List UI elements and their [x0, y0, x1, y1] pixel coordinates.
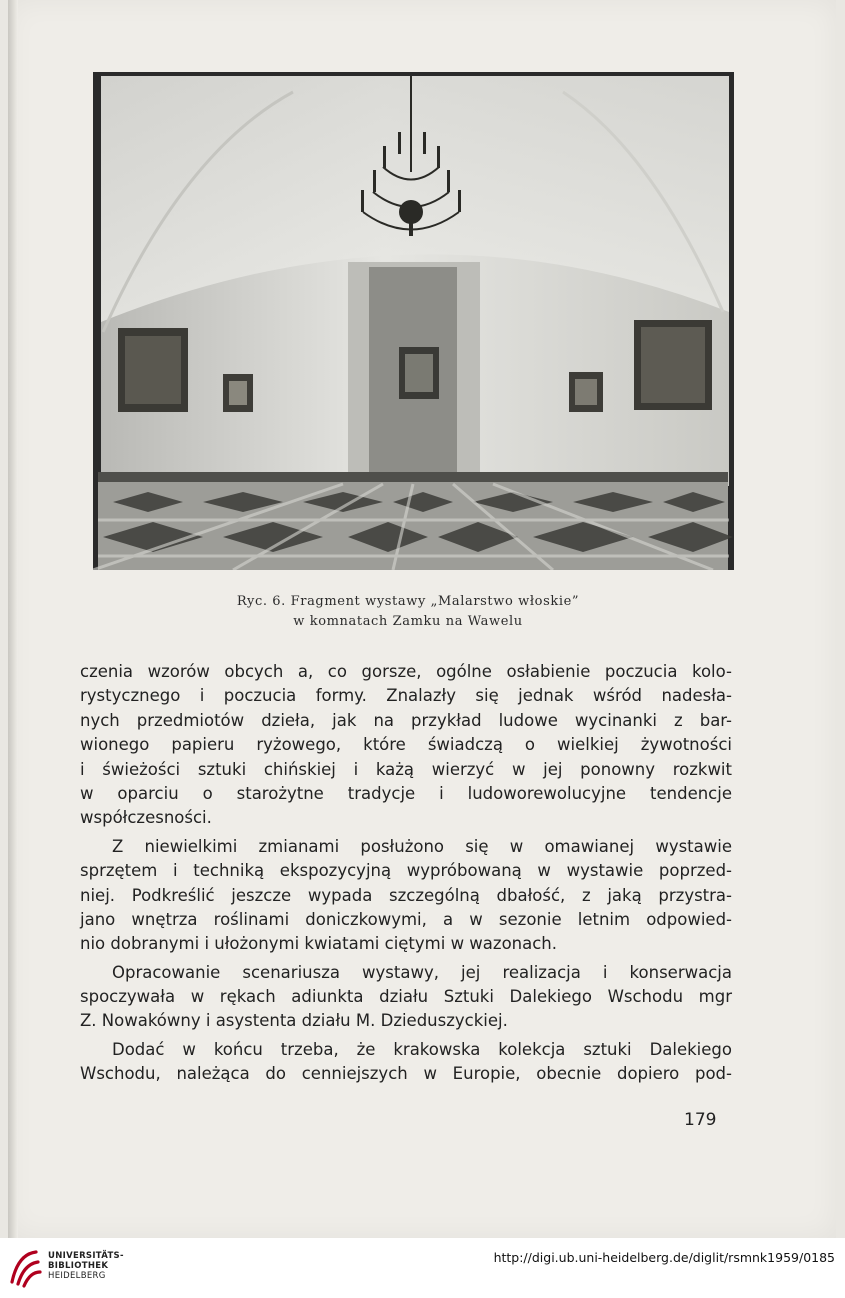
text-line: niej. Podkreślić jeszcze wypada szczególną dbałość, z jaką przystra-: [80, 885, 732, 905]
figure-caption-line-2: w komnatach Zamku na Wawelu: [293, 614, 523, 629]
text-line: współczesności.: [80, 808, 212, 828]
library-logo-text: [48, 1251, 124, 1281]
page-number: 179: [684, 1110, 717, 1130]
text-line: sprzętem i techniką ekspozycyjną wypróbowaną w wystawie poprzed-: [80, 861, 732, 881]
paragraph: [80, 961, 732, 1034]
text-line: spoczywała w rękach adiunkta działu Sztuki Dalekiego Wschodu mgr: [80, 987, 732, 1007]
text-line: jano wnętrza roślinami doniczkowymi, a w sezonie letnim odpowied-: [80, 909, 732, 929]
logo-line-2: BIBLIOTHEK: [48, 1261, 109, 1271]
paragraph: [80, 660, 732, 831]
text-line: Dodać w końcu trzeba, że krakowska kolekcja sztuki Dalekiego: [112, 1039, 732, 1059]
text-line: czenia wzorów obcych a, co gorsze, ogólne osłabienie poczucia kolo-: [80, 662, 732, 681]
source-url-link[interactable]: http://digi.ub.uni-heidelberg.de/diglit/rsmnk1959/0185: [493, 1250, 835, 1265]
paragraph: [80, 1038, 732, 1087]
text-line: i świeżości sztuki chińskiej i każą wierzyć w jej ponowny rozkwit: [80, 759, 732, 779]
library-logo-icon[interactable]: [8, 1246, 42, 1288]
paragraph: [80, 835, 732, 957]
text-line: Opracowanie scenariusza wystawy, jej realizacja i konserwacja: [112, 962, 732, 982]
text-line: Z. Nowakówny i asystenta działu M. Dzieduszyckiej.: [80, 1011, 508, 1031]
body-text: [80, 660, 732, 1091]
logo-line-1: UNIVERSITÄTS-: [48, 1251, 124, 1261]
text-line: rystycznego i poczucia formy. Znalazły się jednak wśród nadesła-: [80, 686, 732, 706]
text-line: w oparciu o starożytne tradycje i ludoworewolucyjne tendencje: [80, 783, 732, 803]
text-line: wionego papieru ryżowego, które świadczą o wielkiej żywotności: [80, 735, 732, 755]
book-page: [8, 0, 836, 1238]
text-line: nio dobranymi i ułożonymi kwiatami ciętymi w wazonach.: [80, 934, 558, 954]
logo-line-3: HEIDELBERG: [48, 1271, 106, 1281]
footer-bar: [0, 1238, 845, 1298]
text-line: Z niewielkimi zmianami posłużono się w omawianej wystawie: [112, 836, 732, 856]
figure-caption-line-1: Ryc. 6. Fragment wystawy „Malarstwo włoskie”: [236, 594, 580, 609]
text-line: nych przedmiotów dzieła, jak na przykład ludowe wycinanki z bar-: [80, 710, 732, 730]
exhibition-photo: [93, 72, 734, 570]
text-line: Wschodu, należąca do cenniejszych w Europie, obecnie dopiero pod-: [80, 1064, 732, 1084]
